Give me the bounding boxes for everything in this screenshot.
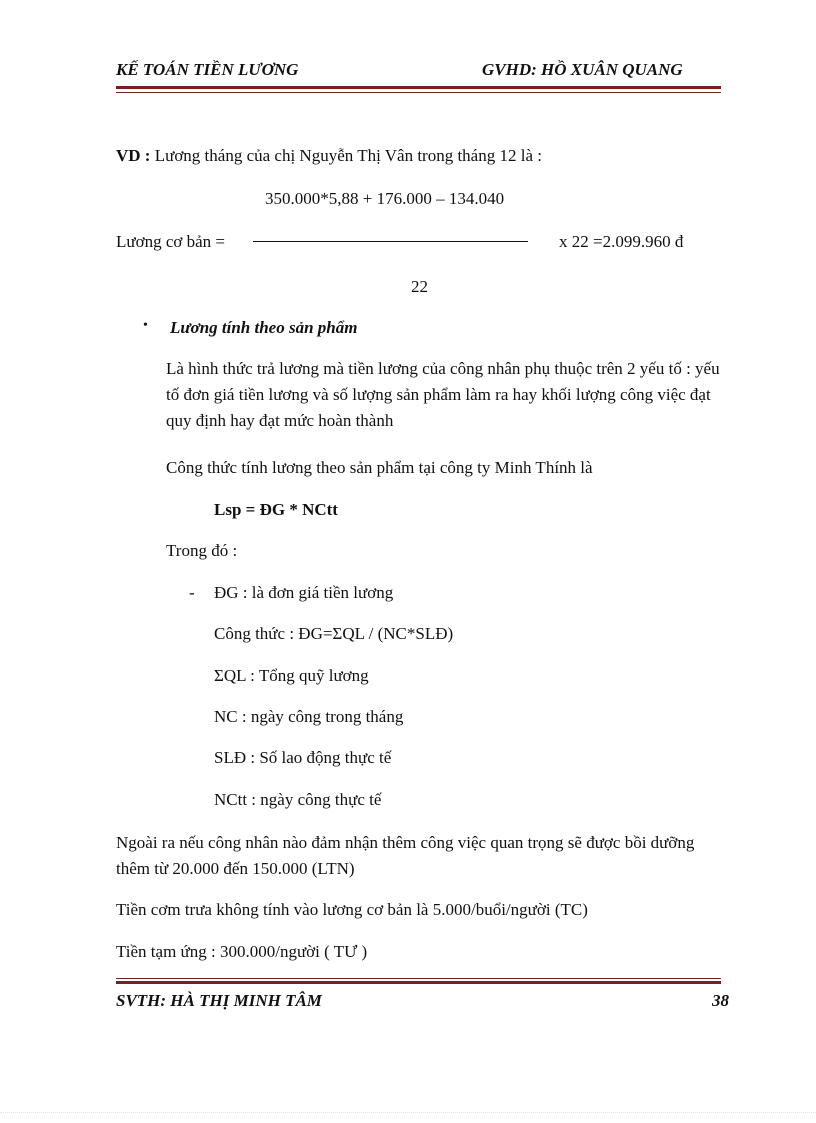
note-advance: Tiền tạm ứng : 300.000/người ( TƯ ) (116, 942, 368, 961)
example-label: VD : (116, 146, 151, 165)
where-label: Trong đó : (166, 541, 238, 560)
example-line (116, 146, 542, 166)
section-paragraph-definition: Là hình thức trả lương mà tiền lương của công nhân phụ thuộc trên 2 yếu tố : yếu tố đơn giá tiền lương và số lượng sản phẩm làm ra hay khối lượng công việc đạt quy định hay đạt mức hoàn thành (166, 359, 720, 430)
def-ql: ΣQL : Tổng quỹ lương (214, 666, 369, 685)
footer-rule-thin (116, 978, 721, 979)
header-rule-thin (116, 92, 721, 93)
example-text: Lương tháng của chị Nguyễn Thị Vân trong tháng 12 là : (150, 146, 542, 165)
section-title: Lương tính theo sản phẩm (170, 318, 358, 337)
lsp-formula: Lsp = ĐG * NCtt (214, 500, 338, 519)
footer-page-number: 38 (712, 991, 729, 1010)
footer-rule-thick (116, 981, 721, 984)
def-dg-formula: Công thức : ĐG=ΣQL / (NC*SLĐ) (214, 624, 454, 643)
note-extra-allowance: Ngoài ra nếu công nhân nào đảm nhận thêm công việc quan trọng sẽ được bồi dưỡng thêm từ 20.000 đến 150.000 (LTN) (116, 833, 695, 878)
header-rule-thick (116, 86, 721, 89)
formula-fraction-bar (253, 241, 528, 242)
bullet-icon: • (143, 318, 148, 333)
header-left-title: KẾ TOÁN TIỀN LƯƠNG (116, 60, 299, 79)
formula-rhs: x 22 =2.099.960 đ (559, 232, 684, 251)
def-nc: NC : ngày công trong tháng (214, 707, 404, 726)
def-dg: ĐG : là đơn giá tiền lương (214, 583, 394, 602)
note-lunch: Tiền cơm trưa không tính vào lương cơ bản là 5.000/buổi/người (TC) (116, 900, 588, 919)
formula-denominator: 22 (411, 277, 428, 296)
page-bottom-edge (0, 1112, 816, 1113)
formula-numerator: 350.000*5,88 + 176.000 – 134.040 (265, 189, 505, 208)
section-paragraph-formula-intro: Công thức tính lương theo sản phẩm tại công ty Minh Thính là (166, 458, 593, 477)
def-sld: SLĐ : Số lao động thực tế (214, 748, 392, 767)
formula-lhs: Lương cơ bản = (116, 232, 226, 251)
def-nctt: NCtt : ngày công thực tế (214, 790, 382, 809)
header-right-instructor: GVHD: HỒ XUÂN QUANG (482, 60, 683, 79)
footer-student-name: SVTH: HÀ THỊ MINH TÂM (116, 991, 322, 1010)
dash-marker: - (189, 583, 195, 602)
